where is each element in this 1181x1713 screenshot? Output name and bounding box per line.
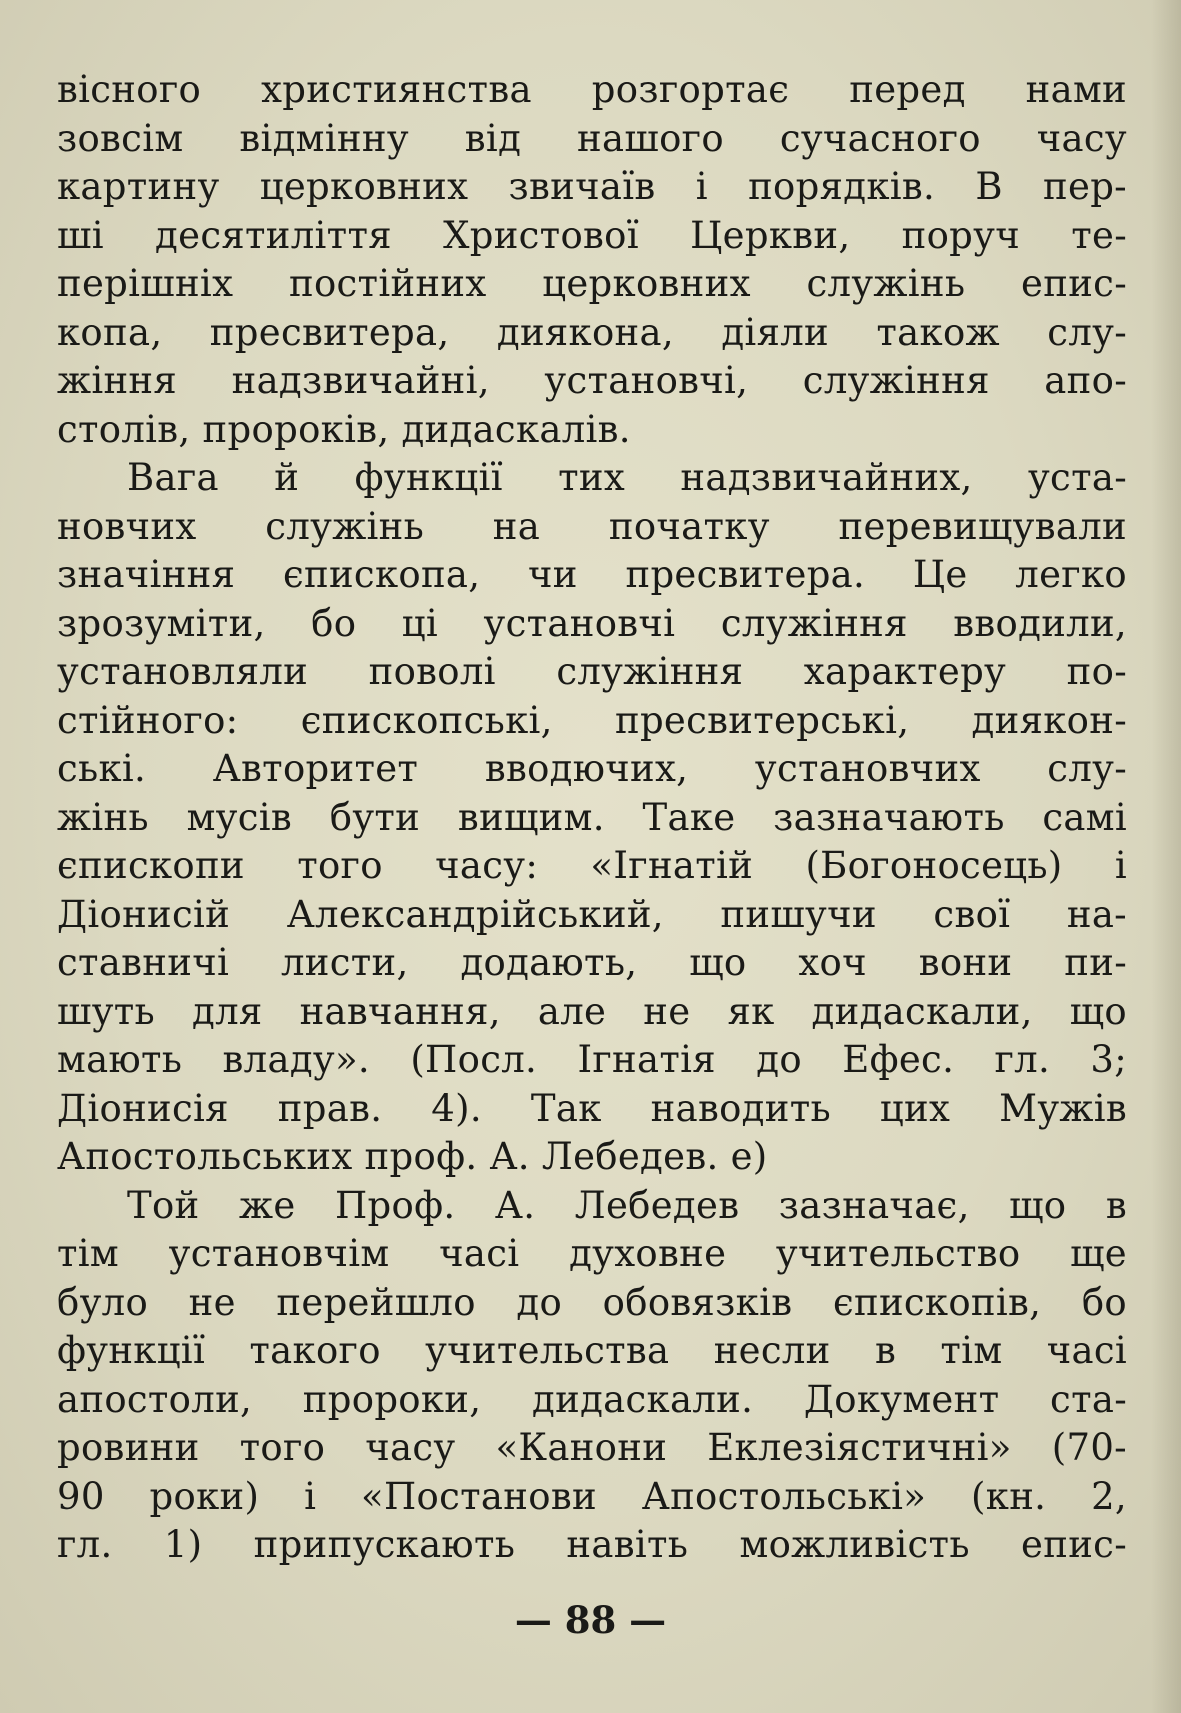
text-line: столів, пророків, дидаскалів. — [57, 407, 631, 451]
text-line: Діонисій Александрійський, пишучи свої на- — [57, 892, 1127, 936]
text-line: ські. Авторитет вводючих, установчих слу- — [57, 747, 1127, 790]
text-line: єпископи того часу: «Ігнатій (Богоносець) і — [57, 844, 1127, 887]
text-line: перішніх постійних церковних служінь епис- — [57, 262, 1127, 305]
text-line: жінь мусів бути вищим. Таке зазначають самі — [57, 795, 1127, 839]
body-text — [57, 66, 1127, 1570]
text-line: стійного: єпископські, пресвитерські, диякон- — [57, 698, 1127, 742]
text-line: мають владу». (Посл. Ігнатія до Ефес. гл. 3; — [57, 1038, 1127, 1081]
text-line: жіння надзвичайні, установчі, служіння апо- — [57, 359, 1127, 402]
text-line: апостоли, пророки, дидаскали. Документ ста- — [57, 1377, 1127, 1421]
paragraph-start-line: Той же Проф. А. Лебедев зазначає, що в — [127, 1183, 1127, 1227]
text-line: копа, пресвитера, диякона, діяли також слу- — [57, 310, 1127, 354]
text-line: ровини того часу «Канони Еклезіястичні» (70- — [57, 1426, 1127, 1469]
text-line: ші десятиліття Христової Церкви, поруч те- — [57, 213, 1127, 257]
text-line: Діонисія прав. 4). Так наводить цих Мужів — [57, 1086, 1127, 1130]
text-line: зовсім відмінну від нашого сучасного часу — [57, 116, 1127, 160]
text-line: Апостольських проф. А. Лебедев. е) — [57, 1135, 768, 1178]
text-line: значіння єпископа, чи пресвитера. Це легко — [57, 553, 1127, 596]
text-line: функції такого учительства несли в тім часі — [57, 1329, 1127, 1372]
text-line: зрозуміти, бо ці установчі служіння вводили, — [57, 601, 1127, 645]
text-line: установляли поволі служіння характеру по- — [57, 650, 1127, 693]
paragraph-start-line: Вага й функції тих надзвичайних, уста- — [127, 456, 1127, 499]
text-line: картину церковних звичаїв і порядків. В пер- — [57, 165, 1127, 208]
text-line: вісного християнства розгортає перед нами — [57, 68, 1127, 111]
text-line: новчих служінь на початку перевищували — [57, 504, 1127, 548]
page-edge-shadow — [1151, 0, 1181, 1713]
text-line: гл. 1) припускають навіть можливість епис- — [57, 1523, 1127, 1566]
text-line: ставничі листи, додають, що хоч вони пи- — [57, 941, 1127, 984]
page-number: — 88 — — [514, 1598, 667, 1642]
text-line: було не перейшло до обовязків єпископів, бо — [57, 1280, 1127, 1324]
text-line: тім установчім часі духовне учительство ще — [57, 1232, 1127, 1275]
text-line: 90 роки) і «Постанови Апостольські» (кн. 2, — [57, 1474, 1127, 1518]
text-line: шуть для навчання, але не як дидаскали, що — [57, 989, 1127, 1033]
